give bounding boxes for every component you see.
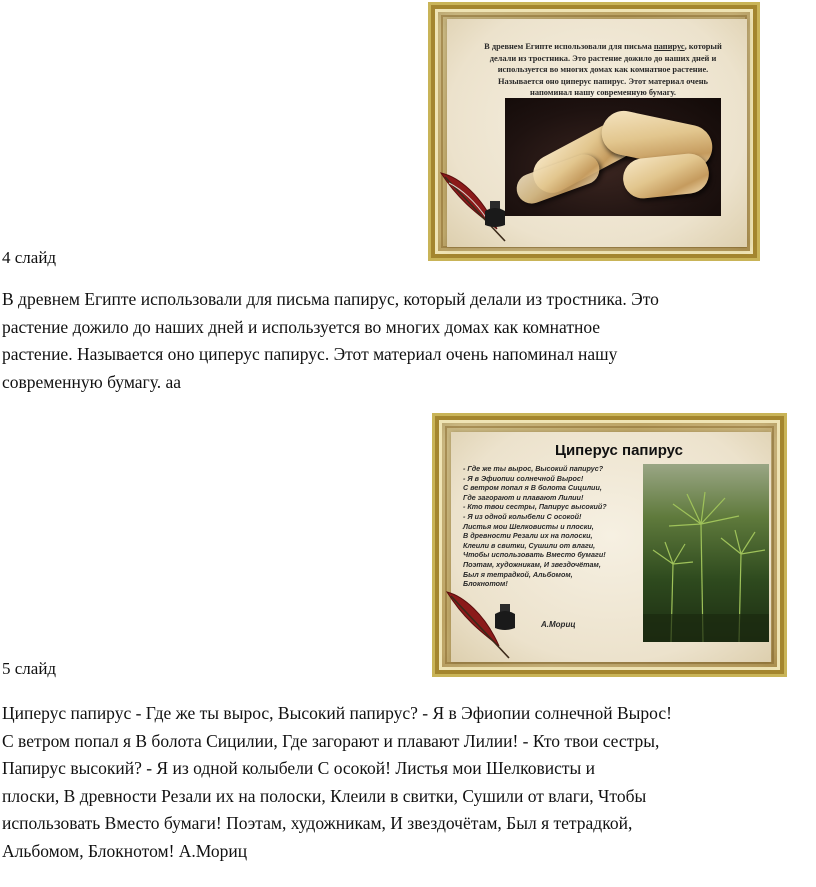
poem-line: - Я в Эфиопии солнечной Вырос!	[463, 473, 584, 483]
paragraph-line: современную бумагу. аа	[2, 371, 182, 392]
papyrus-scrolls-photo	[505, 98, 721, 216]
slide-5-paragraph	[2, 700, 814, 865]
paragraph-line: растение дожило до наших дней и используется во многих домах как комнатное	[2, 316, 601, 337]
paragraph-line: Альбомом, Блокнотом! А.Мориц	[2, 840, 248, 861]
poem-line: В древности Резали их на полоски,	[463, 531, 593, 541]
image-text-line: напоминал нашу современную бумагу.	[530, 88, 676, 97]
paragraph-line: растение. Называется оно циперус папирус. Этот материал очень напоминал нашу	[2, 344, 618, 364]
paragraph-line: С ветром попал я В болота Сицилии, Где загорают и плавают Лилии! - Кто твои сестры,	[2, 730, 660, 751]
slide-5-image	[432, 413, 787, 677]
slide-4-image-text	[465, 41, 741, 97]
image-text-line: делали из тростника. Это растение дожило до наших дней и	[489, 53, 717, 63]
slide-5-image-title: Циперус папирус	[555, 442, 683, 459]
inkwell-icon	[483, 199, 507, 229]
slide-4-image	[428, 2, 760, 261]
poem-line: Поэтам, художникам, И звездочётам,	[463, 559, 601, 569]
slide-4-label: 4 слайд	[2, 248, 57, 267]
papyrus-plant-photo	[643, 464, 769, 642]
poem-line: - Где же ты вырос, Высокий папирус?	[463, 464, 604, 473]
image-text-line: Называется оно циперус папирус. Этот материал очень	[498, 76, 708, 86]
poem-line: Блокнотом!	[463, 579, 508, 589]
slide-5-image-author: А.Мориц	[541, 620, 576, 629]
poem-line: С ветром попал я В болота Сицилии,	[463, 483, 602, 493]
slide-5-label: 5 слайд	[2, 659, 57, 678]
image-text-line: В древнем Египте использовали для письма	[484, 42, 652, 51]
image-text-line: используется во многих домах как комнатное растение.	[497, 65, 709, 74]
paragraph-line: использовать Вместо бумаги! Поэтам, художникам, И звездочётам, Был я тетрадкой,	[2, 813, 633, 833]
image-text-line-tail: , который	[684, 42, 722, 51]
poem-line: Был я тетрадкой, Альбомом,	[463, 569, 573, 579]
paragraph-line: В древнем Египте использовали для письма папирус, который делали из тростника. Это	[2, 289, 659, 309]
paragraph-line: Циперус папирус - Где же ты вырос, Высокий папирус? - Я в Эфиопии солнечной Вырос!	[2, 703, 672, 723]
poem-line: Листья мои Шелковисты и плоски,	[463, 521, 594, 531]
paragraph-line: плоски, В древности Резали их на полоски, Клеили в свитки, Сушили от влаги, Чтобы	[2, 785, 647, 806]
slide-5-image-poem	[463, 464, 653, 589]
poem-line: Чтобы использовать Вместо бумаги!	[463, 550, 606, 560]
inkwell-icon	[493, 602, 517, 632]
poem-line: - Я из одной колыбели С осокой!	[463, 511, 582, 521]
paragraph-line: Папирус высокий? - Я из одной колыбели С осокой! Листья мои Шелковисты и	[2, 758, 596, 778]
poem-line: Где загорают и плавают Лилии!	[463, 492, 584, 502]
slide-4-paragraph	[2, 286, 814, 396]
underlined-word: папирус	[653, 42, 685, 51]
poem-line: - Кто твои сестры, Папирус высокий?	[463, 502, 607, 512]
poem-line: Клеили в свитки, Сушили от влаги,	[463, 540, 596, 550]
